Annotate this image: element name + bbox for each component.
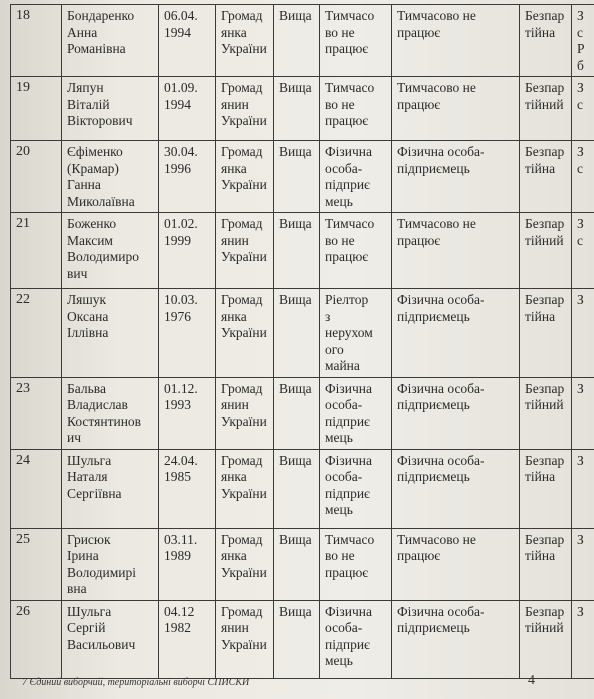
candidate-name: Шульга Сергій Васильович <box>62 600 159 678</box>
party-affiliation: Безпар тійний <box>520 377 572 449</box>
party-affiliation: Безпар тійний <box>520 213 572 289</box>
row-number: 19 <box>11 77 62 141</box>
extra-column: З с <box>572 213 594 289</box>
position: Фізична особа- підприємець <box>392 377 520 449</box>
row-number: 26 <box>11 600 62 678</box>
row-number: 23 <box>11 377 62 449</box>
position: Тимчасово не працює <box>392 77 520 141</box>
occupation: Фізична особа- підприє мець <box>320 141 392 213</box>
education: Вища <box>274 77 320 141</box>
row-number: 18 <box>11 5 62 77</box>
occupation: Тимчасо во не працює <box>320 528 392 600</box>
page-number: 4 <box>528 673 535 688</box>
table-row <box>11 5 594 77</box>
candidate-name: Бондаренко Анна Романівна <box>62 5 159 77</box>
citizenship: Громад янка України <box>216 289 274 378</box>
position: Фізична особа- підприємець <box>392 600 520 678</box>
occupation: Тимчасо во не працює <box>320 5 392 77</box>
table-row <box>11 213 594 289</box>
birth-date: 30.04. 1996 <box>159 141 216 213</box>
extra-column: З <box>572 528 594 600</box>
birth-date: 01.02. 1999 <box>159 213 216 289</box>
education: Вища <box>274 449 320 528</box>
extra-column: З с <box>572 77 594 141</box>
position: Тимчасово не працює <box>392 213 520 289</box>
citizenship: Громад янин України <box>216 77 274 141</box>
candidate-name: Грисюк Ірина Володимирі вна <box>62 528 159 600</box>
birth-date: 24.04. 1985 <box>159 449 216 528</box>
citizenship: Громад янин України <box>216 600 274 678</box>
occupation: Фізична особа- підприє мець <box>320 449 392 528</box>
position: Тимчасово не працює <box>392 528 520 600</box>
party-affiliation: Безпар тійна <box>520 449 572 528</box>
birth-date: 06.04. 1994 <box>159 5 216 77</box>
position: Фізична особа- підприємець <box>392 141 520 213</box>
birth-date: 04.12 1982 <box>159 600 216 678</box>
row-number: 21 <box>11 213 62 289</box>
education: Вища <box>274 528 320 600</box>
party-affiliation: Безпар тійна <box>520 141 572 213</box>
birth-date: 03.11. 1989 <box>159 528 216 600</box>
position: Фізична особа- підприємець <box>392 289 520 378</box>
extra-column: З <box>572 449 594 528</box>
citizenship: Громад янка України <box>216 141 274 213</box>
citizenship: Громад янка України <box>216 449 274 528</box>
row-number: 22 <box>11 289 62 378</box>
candidate-name: Боженко Максим Володимиро вич <box>62 213 159 289</box>
party-affiliation: Безпар тійний <box>520 600 572 678</box>
education: Вища <box>274 289 320 378</box>
occupation: Фізична особа- підприє мець <box>320 377 392 449</box>
page-footer: 7 Єдиний виборчий, територіальні виборчі СПИСКИ <box>22 677 250 688</box>
table-row <box>11 449 594 528</box>
occupation: Тимчасо во не працює <box>320 213 392 289</box>
party-affiliation: Безпар тійний <box>520 77 572 141</box>
position: Фізична особа- підприємець <box>392 449 520 528</box>
extra-column: З <box>572 289 594 378</box>
education: Вища <box>274 213 320 289</box>
occupation: Тимчасо во не працює <box>320 77 392 141</box>
birth-date: 01.09. 1994 <box>159 77 216 141</box>
education: Вища <box>274 377 320 449</box>
table-row <box>11 528 594 600</box>
occupation: Ріелтор з нерухом ого майна <box>320 289 392 378</box>
candidate-name: Ляпун Віталій Вікторович <box>62 77 159 141</box>
education: Вища <box>274 600 320 678</box>
extra-column: З с <box>572 141 594 213</box>
birth-date: 01.12. 1993 <box>159 377 216 449</box>
row-number: 20 <box>11 141 62 213</box>
extra-column: З с Р б <box>572 5 594 77</box>
candidate-name: Ляшук Оксана Іллівна <box>62 289 159 378</box>
extra-column: З <box>572 377 594 449</box>
position: Тимчасово не працює <box>392 5 520 77</box>
party-affiliation: Безпар тійна <box>520 528 572 600</box>
education: Вища <box>274 5 320 77</box>
citizenship: Громад янка України <box>216 528 274 600</box>
citizenship: Громад янин України <box>216 377 274 449</box>
birth-date: 10.03. 1976 <box>159 289 216 378</box>
table-row <box>11 377 594 449</box>
education: Вища <box>274 141 320 213</box>
extra-column: З <box>572 600 594 678</box>
occupation: Фізична особа- підприє мець <box>320 600 392 678</box>
table-row <box>11 77 594 141</box>
candidate-name: Бальва Владислав Костянтинов ич <box>62 377 159 449</box>
row-number: 24 <box>11 449 62 528</box>
citizenship: Громад янка України <box>216 5 274 77</box>
table-row <box>11 141 594 213</box>
citizenship: Громад янин України <box>216 213 274 289</box>
party-affiliation: Безпар тійна <box>520 289 572 378</box>
table-row <box>11 600 594 678</box>
candidate-name: Шульга Наталя Сергіївна <box>62 449 159 528</box>
table-row <box>11 289 594 378</box>
candidate-name: Єфіменко (Крамар) Ганна Миколаївна <box>62 141 159 213</box>
row-number: 25 <box>11 528 62 600</box>
party-affiliation: Безпар тійна <box>520 5 572 77</box>
candidate-list-table <box>10 4 594 679</box>
